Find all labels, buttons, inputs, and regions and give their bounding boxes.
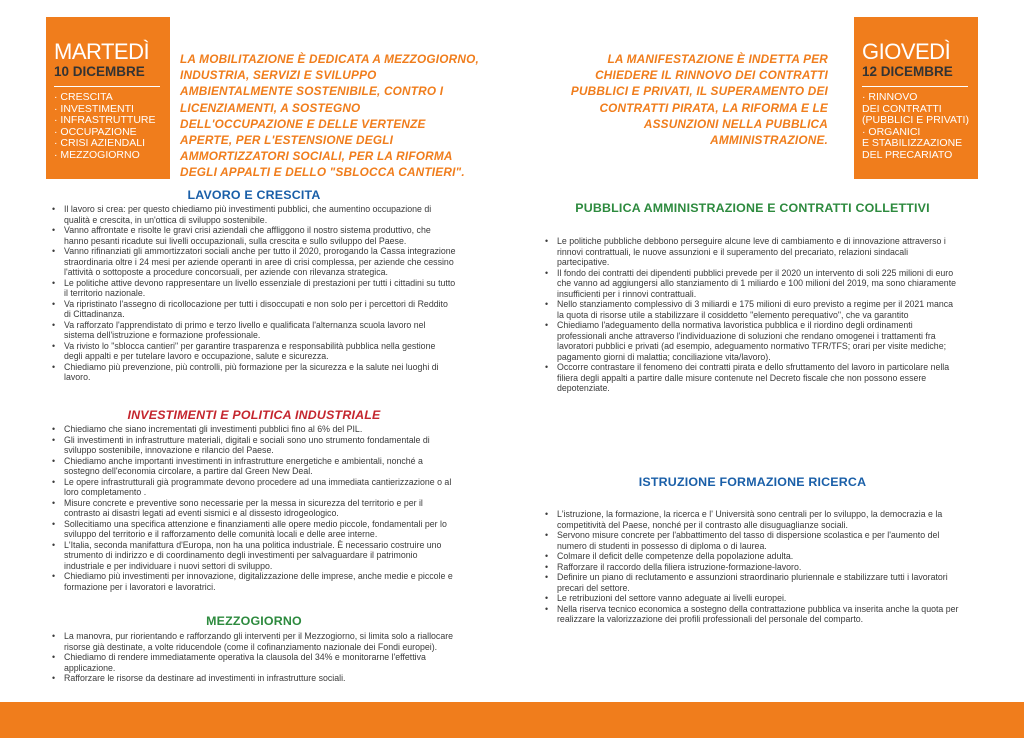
- list-item: • Le politiche attive devono rappresentare un livello essenziale di prestazioni per tutti i cittadini su tutto il territorio nazionale.: [52, 278, 456, 299]
- list-item: • Chiediamo più prevenzione, più controlli, più formazione per la sicurezza e la salute nei luoghi di lavoro.: [52, 362, 456, 383]
- bottom-bar: [0, 702, 1024, 738]
- list-item: • Vanno rifinanziati gli ammortizzatori sociali anche per tutto il 2020, prorogando la Cassa integrazione straordinaria oltre i 24 mesi per aziende operanti in aree di crisi complessa, per aziende che cessino l'attività o sottoposte a procedure concorsuali, per aziende con rilevanza strategica.: [52, 246, 456, 278]
- list-item: • Rafforzare il raccordo della filiera istruzione-formazione-lavoro.: [545, 562, 960, 573]
- list-item: • Le politiche pubbliche debbono perseguire alcune leve di cambiamento e di innovazione attraverso i rinnovi contrattuali, le nuove assunzioni e il superamento del precariato, relazioni sindacali partecipative.: [545, 236, 960, 268]
- list-mezzogiorno: [52, 631, 456, 684]
- divider: [54, 86, 160, 87]
- list-item: • Le opere infrastrutturali già programmate devono procedere ad una immediata cantierizzazione o al loro completamento .: [52, 477, 456, 498]
- list-item: • Nella riserva tecnico economica a sostegno della contrattazione pubblica va inserita anche la quota per realizzare la valorizzazione dei profili professionali del personale del comparto.: [545, 604, 960, 625]
- date-label: 10 DICEMBRE: [54, 64, 145, 79]
- topic-list: [54, 92, 164, 161]
- list-item: • Rafforzare le risorse da destinare ad investimenti in infrastrutture sociali.: [52, 673, 456, 684]
- intro-right: LA MANIFESTAZIONE È INDETTA PER CHIEDERE IL RINNOVO DEI CONTRATTI PUBBLICI E PRIVATI, IL SUPERAMENTO DEI CONTRATTI PIRATA, LA RIFORMA E LE ASSUNZIONI NELLA PUBBLICA AMMINISTRAZIONE.: [570, 52, 828, 148]
- topic-item: · MEZZOGIORNO: [54, 150, 164, 162]
- section-title-istruzione: ISTRUZIONE FORMAZIONE RICERCA: [638, 475, 867, 489]
- divider: [862, 86, 968, 87]
- section-title-mezzogiorno: MEZZOGIORNO: [206, 614, 302, 628]
- topic-item: · INFRASTRUTTURE: [54, 115, 164, 127]
- list-item: • Va ripristinato l'assegno di ricollocazione per tutti i disoccupati e non solo per i percettori di Reddito di Cittadinanza.: [52, 299, 456, 320]
- list-item: • Misure concrete e preventive sono necessarie per la messa in sicurezza del territorio e per il contrasto ai disastri legati ad eventi sismici e al dissesto idrogeologico.: [52, 498, 456, 519]
- topic-item: · OCCUPAZIONE: [54, 127, 164, 139]
- list-item: • L'istruzione, la formazione, la ricerca e l' Università sono centrali per lo sviluppo, la democrazia e la competitività del Paese, nonché per il contrasto alle disuguaglianze sociali.: [545, 509, 960, 530]
- section-title-lavoro: LAVORO E CRESCITA: [187, 188, 321, 202]
- list-item: • Le retribuzioni del settore vanno adeguate ai livelli europei.: [545, 593, 960, 604]
- list-item: • Nello stanziamento complessivo di 3 miliardi e 175 milioni di euro previsto a regime per il 2021 manca la quota di risorse utile a stabilizzare il cosiddetto "elemento perequativo", che va garantito: [545, 299, 960, 320]
- topic-item: · INVESTIMENTI: [54, 104, 164, 116]
- section-title-investimenti: INVESTIMENTI E POLITICA INDUSTRIALE: [127, 408, 381, 422]
- list-investimenti: [52, 424, 456, 592]
- topic-item: · ORGANICI E STABILIZZAZIONE DEL PRECARIATO: [862, 127, 972, 162]
- list-item: • Il fondo dei contratti dei dipendenti pubblici prevede per il 2020 un intervento di soli 225 milioni di euro che vanno ad aggiungersi allo stanziamento di 1 miliardo e 100 milioni del 2019, ma sono chiaramente insufficienti per i rinnovi contrattuali.: [545, 268, 960, 300]
- list-item: • Sollecitiamo una specifica attenzione e finanziamenti alle opere medio piccole, fondamentali per lo sviluppo del territorio e il rafforzamento delle comunità locali e delle aree interne.: [52, 519, 456, 540]
- list-item: • Colmare il deficit delle competenze della popolazione adulta.: [545, 551, 960, 562]
- list-item: • Chiediamo di rendere immediatamente operativa la clausola del 34% e monitorarne l'effettiva applicazione.: [52, 652, 456, 673]
- list-item: • Va rivisto lo "sblocca cantieri" per garantire trasparenza e responsabilità pubblica nella gestione degli appalti e per tutelare lavoro e occupazione, salute e sicurezza.: [52, 341, 456, 362]
- list-item: • Servono misure concrete per l'abbattimento del tasso di dispersione scolastica e per l'aumento del numero di studenti in possesso di diploma o di laurea.: [545, 530, 960, 551]
- list-item: • Definire un piano di reclutamento e assunzioni straordinario pluriennale e stabilizzare tutti i lavoratori precari del settore.: [545, 572, 960, 593]
- topic-list: [862, 92, 972, 161]
- topic-item: · CRISI AZIENDALI: [54, 138, 164, 150]
- day-label: MARTEDÌ: [54, 39, 150, 64]
- list-item: • Gli investimenti in infrastrutture materiali, digitali e sociali sono uno strumento fondamentale di sviluppo sostenibile, innovazione e rilancio del Paese.: [52, 435, 456, 456]
- list-item: • L'Italia, seconda manifattura d'Europa, non ha una politica industriale. È necessario costruire uno strumento di indirizzo e di coordinamento degli investimenti per salvaguardare il patrimonio industriale e per individuare i nuovi settori di sviluppo.: [52, 540, 456, 572]
- list-item: • Chiediamo anche importanti investimenti in infrastrutture energetiche e ambientali, nonché a sostegno dell'economia circolare, a partire dal Green New Deal.: [52, 456, 456, 477]
- intro-left: LA MOBILITAZIONE È DEDICATA A MEZZOGIORNO, INDUSTRIA, SERVIZI E SVILUPPO AMBIENTALMENTE SOSTENIBILE, CONTRO I LICENZIAMENTI, A SOSTEGNO DELL'OCCUPAZIONE E DELLE VERTENZE APERTE, PER L'ESTENSIONE DEGLI AMMORTIZZATORI SOCIALI, PER LA RIFORMA DEGLI APPALTI E DELLO "SBLOCCA CANTIERI".: [180, 52, 479, 180]
- list-item: • Chiediamo più investimenti per innovazione, digitalizzazione delle imprese, anche medie e piccole e formazione per i lavoratori e lavoratrici.: [52, 571, 456, 592]
- list-item: • La manovra, pur riorientando e rafforzando gli interventi per il Mezzogiorno, si limita solo a riallocare risorse già destinate, a volte riducendole (come il cofinanziamento nazionale dei Fondi europei).: [52, 631, 456, 652]
- list-item: • Il lavoro si crea: per questo chiediamo più investimenti pubblici, che aumentino occupazione di qualità e crescita, in un'ottica di sviluppo sostenibile.: [52, 204, 456, 225]
- date-label: 12 DICEMBRE: [862, 64, 953, 79]
- day-label: GIOVEDÌ: [862, 39, 951, 64]
- date-box-tuesday: [46, 17, 170, 179]
- list-item: • Chiediamo che siano incrementati gli investimenti pubblici fino al 6% del PIL.: [52, 424, 456, 435]
- topic-item: · RINNOVO DEI CONTRATTI (PUBBLICI E PRIVATI): [862, 92, 972, 127]
- list-item: • Vanno affrontate e risolte le gravi crisi aziendali che affliggono il nostro sistema produttivo, che hanno pesanti ricadute sui livelli occupazionali, sulla crescita e sullo sviluppo del Paese.: [52, 225, 456, 246]
- list-istruzione: [545, 509, 960, 625]
- list-item: • Va rafforzato l'apprendistato di primo e terzo livello e qualificata l'alternanza scuola lavoro nel sistema dell'istruzione e formazione professionale.: [52, 320, 456, 341]
- list-lavoro: [52, 204, 456, 383]
- list-item: • Chiediamo l'adeguamento della normativa lavoristica pubblica e il riordino degli ordinamenti professionali anche attraverso l'individuazione di soluzioni che rendano omogenei i trattamenti fra lavoratori pubblici e privati (ad esempio, adeguamento normativo TFR/TFS; orari per visite mediche; pagamento giorni di malattia; conciliazione vita/lavoro).: [545, 320, 960, 362]
- topic-item: · CRESCITA: [54, 92, 164, 104]
- section-title-pubblica: PUBBLICA AMMINISTRAZIONE E CONTRATTI COLLETTIVI: [575, 201, 930, 215]
- list-item: • Occorre contrastare il fenomeno dei contratti pirata e dello sfruttamento del lavoro in particolare nella filiera degli appalti a partire dalle misure contenute nel Decreto fiscale che non possono essere depotenziate.: [545, 362, 960, 394]
- list-pubblica: [545, 236, 960, 394]
- date-box-thursday: [854, 17, 978, 179]
